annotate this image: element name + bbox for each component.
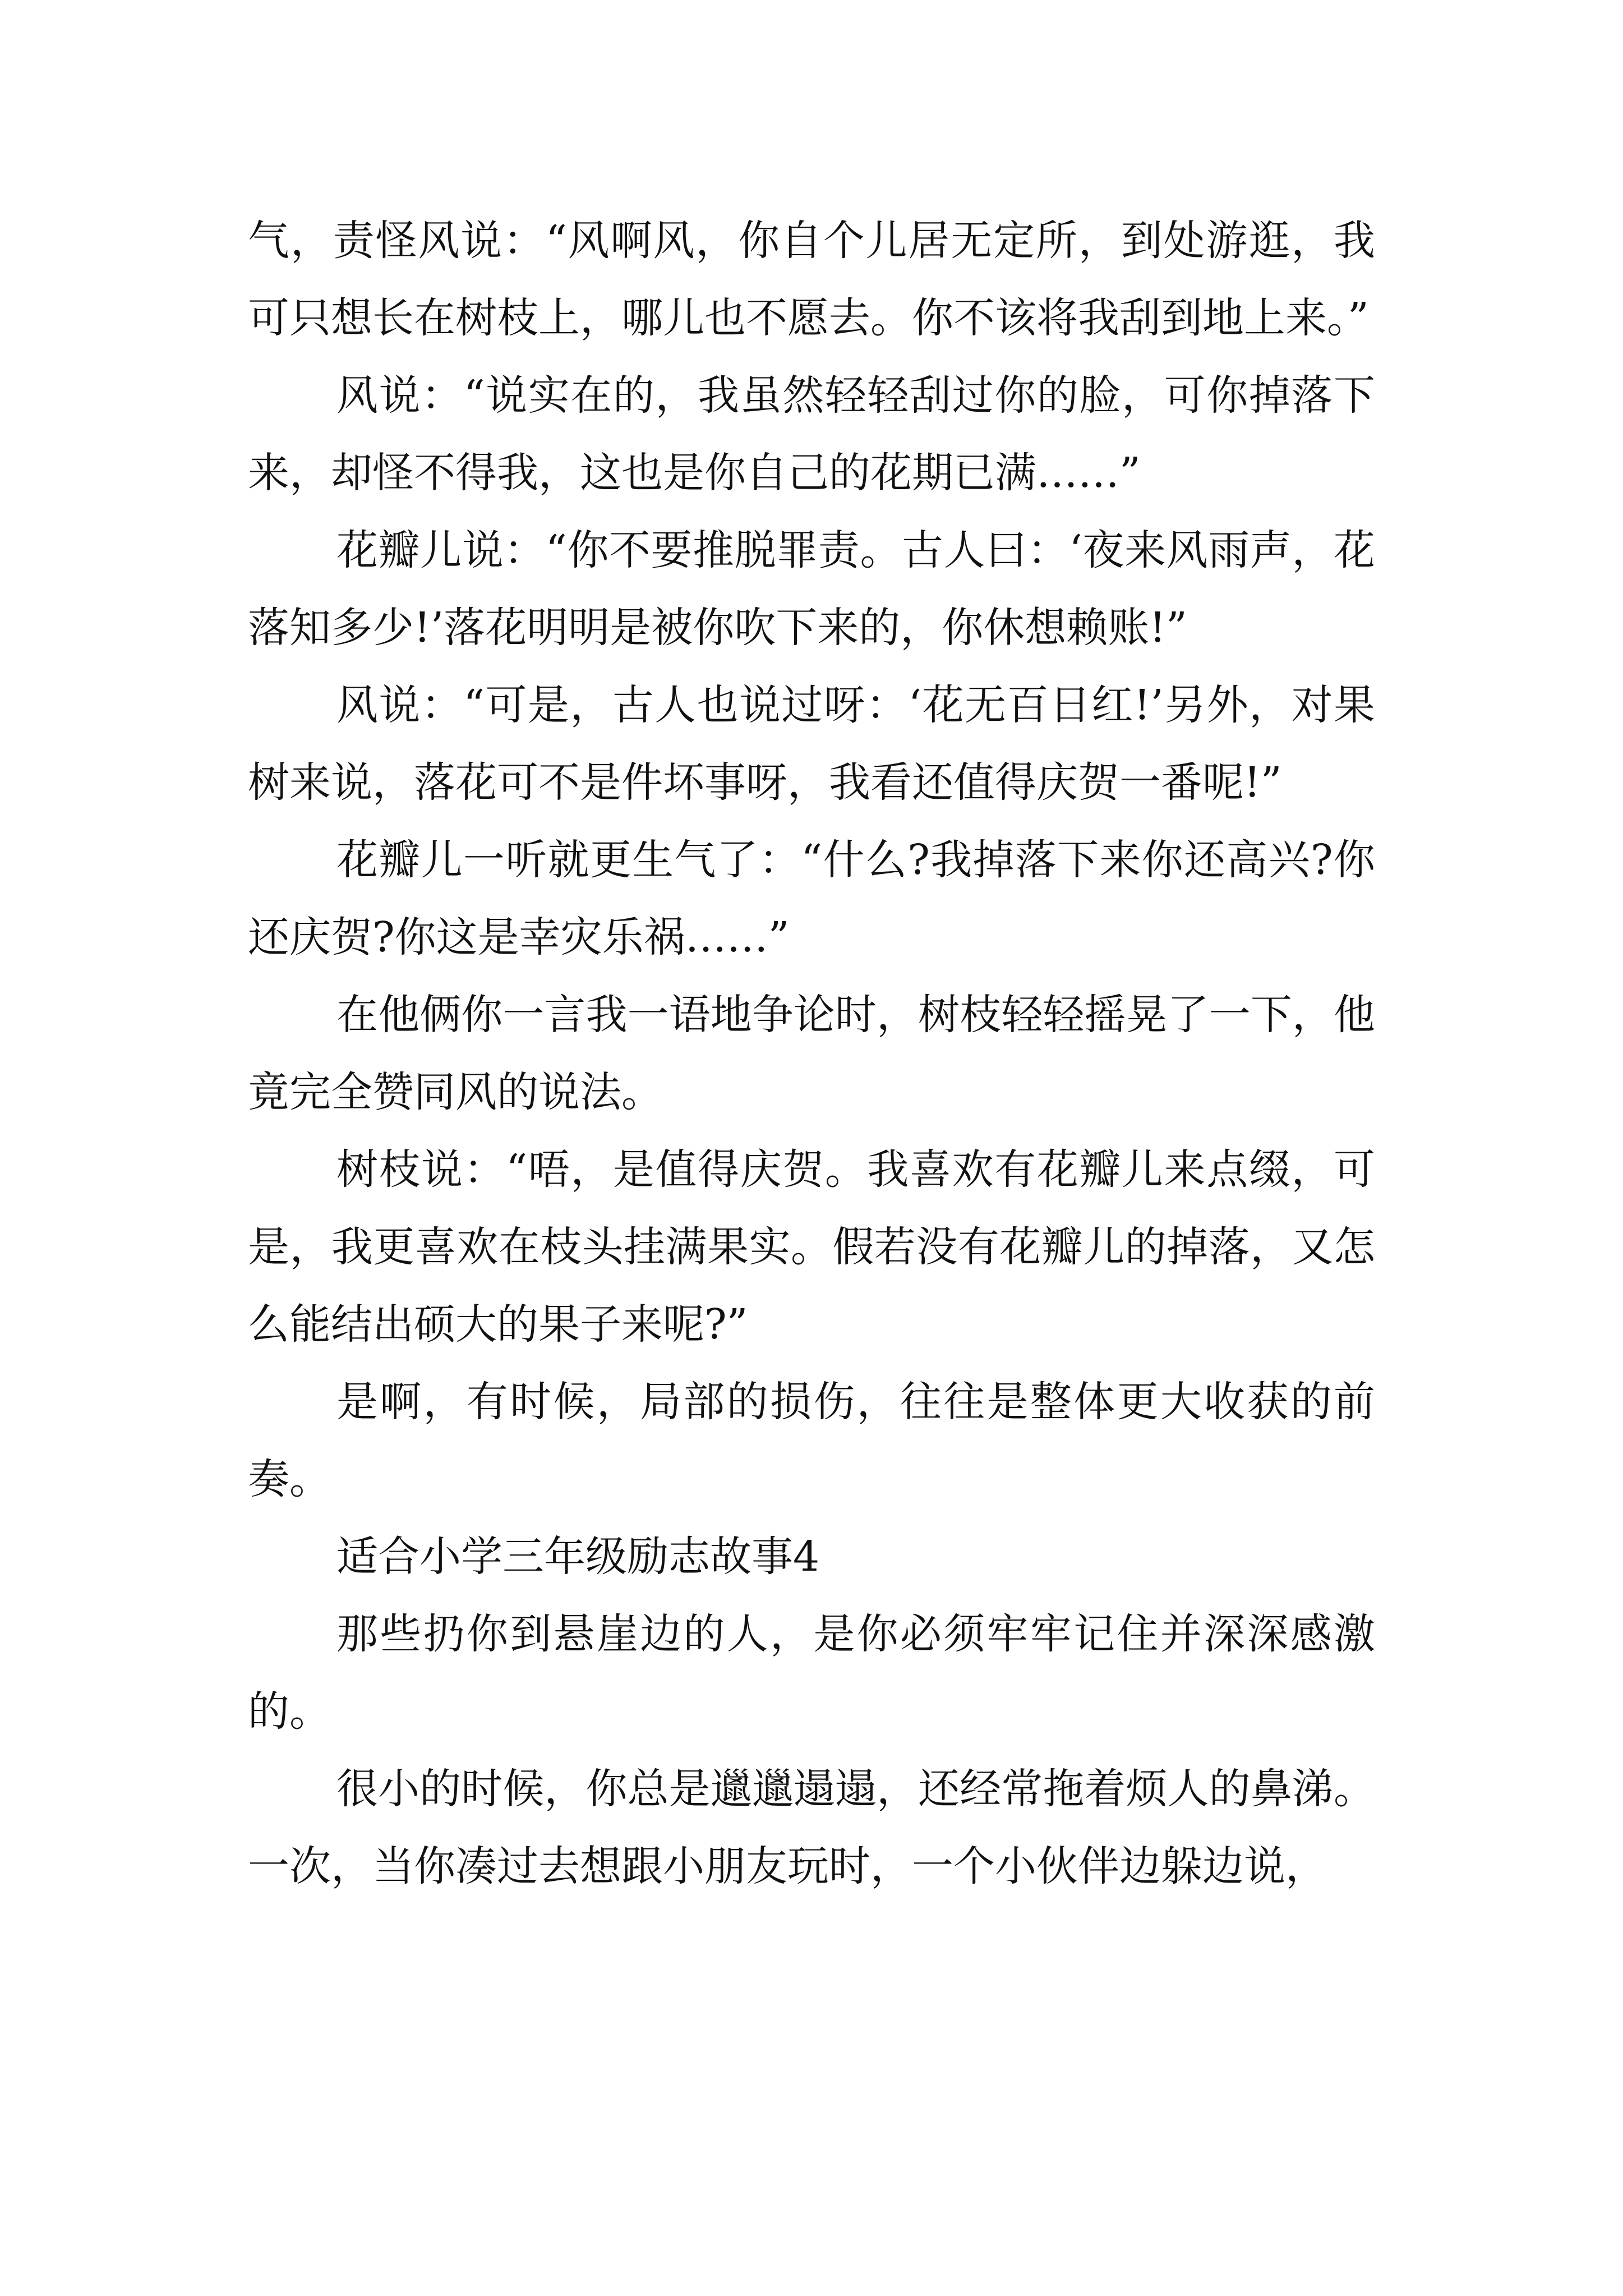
paragraph: 树枝说：“唔，是值得庆贺。我喜欢有花瓣儿来点缀，可是，我更喜欢在枝头挂满果实。假若没有花瓣儿的掉落，又怎么能结出硕大的果子来呢?” xyxy=(248,1145,1375,1349)
paragraph: 花瓣儿一听就更生气了：“什么?我掉落下来你还高兴?你还庆贺?你这是幸灾乐祸……” xyxy=(248,836,1375,961)
document-body xyxy=(248,202,1375,1905)
paragraph: 风说：“可是，古人也说过呀：‘花无百日红!’另外，对果树来说，落花可不是件坏事呀，我看还值得庆贺一番呢!” xyxy=(248,681,1375,807)
paragraph: 气，责怪风说：“风啊风，你自个儿居无定所，到处游逛，我可只想长在树枝上，哪儿也不愿去。你不该将我刮到地上来。” xyxy=(248,217,1375,342)
paragraph: 花瓣儿说：“你不要推脱罪责。古人曰：‘夜来风雨声，花落知多少!’落花明明是被你吹下来的，你休想赖账!” xyxy=(248,526,1375,652)
paragraph: 那些扔你到悬崖边的人，是你必须牢牢记住并深深感激的。 xyxy=(248,1610,1375,1736)
section-heading: 适合小学三年级励志故事4 xyxy=(336,1533,820,1581)
paragraph: 在他俩你一言我一语地争论时，树枝轻轻摇晃了一下，他竟完全赞同风的说法。 xyxy=(248,991,1375,1116)
paragraph: 风说：“说实在的，我虽然轻轻刮过你的脸，可你掉落下来，却怪不得我，这也是你自己的花期已满……” xyxy=(248,371,1375,497)
paragraph: 是啊，有时候，局部的损伤，往往是整体更大收获的前奏。 xyxy=(248,1378,1375,1503)
paragraph: 很小的时候，你总是邋邋遢遢，还经常拖着烦人的鼻涕。一次，当你凑过去想跟小朋友玩时，一个小伙伴边躲边说， xyxy=(248,1765,1375,1890)
